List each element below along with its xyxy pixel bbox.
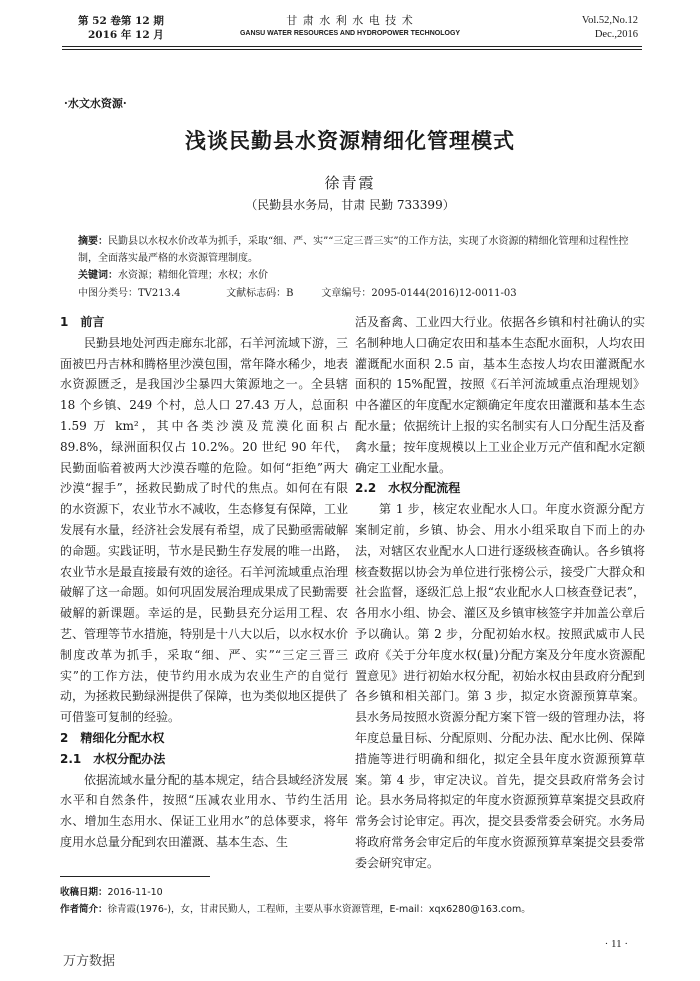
journal-name-cn: 甘 肃 水 利 水 电 技 术 (286, 14, 414, 27)
body-paragraph: 民勤县地处河西走廊东北部，石羊河流域下游，三面被巴丹吉林和腾格里沙漠包围，常年降水稀少，地表水资源匮乏，是我国沙尘暴四大策源地之一。全县辖 18 个乡镇、249 个村，总人口 27.43 万人，总面积 1.59 万 km²，其中各类沙漠及荒漠化面积占 89.8%，绿洲面积仅占 10.2%。20 世纪 90 年代，民勤面临着被两大沙漠吞噬的危险。如何“拒绝”两大沙漠“握手”，拯救民勤成了时代的焦点。如何在有限的水资源下，农业节水不减收，生态修复有保障，工业发展有水量，经济社会发展有希望，成了民勤亟需破解的命题。实践证明，节水是民勤生存发展的唯一出路，农业节水是最直接最有效的途径。石羊河流域重点治理破解了这一命题。如何巩固发展治理成果成了民勤需要破解的新课题。幸运的是，民勤县充分运用工程、农艺、管理等节水措施，特别是十八大以后，以水权水价制度改革为抓手，采取“细、严、实”“三定三晋三实”的工作方法，使节约用水成为农业生产的自觉行动，为拯救民勤绿洲提供了保障，也为类似地区提供了可借鉴可复制的经验。 (60, 335, 349, 725)
abstract (78, 233, 638, 284)
header-rule (62, 46, 642, 47)
right-column (355, 312, 645, 874)
author-bio-text: 徐青霞(1976-)，女，甘肃民勤人，工程师，主要从事水资源管理，E-mail：xqx6280@163.com。 (107, 904, 531, 915)
header-volume-en (582, 14, 638, 42)
subsection-heading: 2.2 水权分配流程 (355, 481, 461, 496)
body-paragraph: 依据流域水量分配的基本规定，结合县域经济发展水平和自然条件，按照“压减农业用水、节约生活用水、增加生态用水、保证工业用水”的总体要求，将年度用水总量分配到农田灌溉、基本生态、生 (60, 772, 349, 849)
received-date (60, 884, 531, 901)
abstract-text: 民勤县以水权水价改革为抓手，采取“细、严、实”“三定三晋三实”的工作方法，实现了水资源的精细化管理和过程性控制，全面落实最严格的水资源管理制度。 (78, 236, 629, 264)
date-en: Dec.,2016 (594, 29, 638, 40)
page-number: · 11 · (604, 938, 628, 950)
author-bio-label: 作者简介： (60, 904, 108, 915)
watermark: 万方数据 (63, 954, 116, 969)
footnote-rule (60, 876, 210, 877)
keywords-text: 水资源；精细化管理；水权；水价 (118, 270, 268, 281)
abstract-label: 摘要： (78, 236, 108, 247)
author-name: 徐青霞 (324, 174, 376, 192)
paper-title: 浅谈民勤县水资源精细化管理模式 (185, 128, 515, 153)
footnotes (60, 884, 531, 918)
header-journal (180, 14, 520, 40)
received-value: 2016-11-10 (107, 887, 163, 898)
section-heading: 1 前言 (60, 315, 105, 329)
keywords (78, 267, 638, 284)
keywords-label: 关键词： (78, 270, 118, 281)
header-volume-cn (78, 14, 164, 42)
header-rule-thin (62, 49, 642, 50)
subsection-heading: 2.1 水权分配办法 (60, 751, 166, 766)
article-number: 文章编号：2095-0144(2016)12-0011-03 (321, 288, 517, 299)
section-heading: 2 精细化分配水权 (60, 730, 165, 745)
author-bio (60, 901, 531, 918)
author-affiliation: （民勤县水务局，甘肃 民勤 733399） (245, 198, 455, 212)
received-label: 收稿日期： (60, 887, 108, 898)
clc-number: 中图分类号：TV213.4 (78, 288, 181, 299)
journal-name-en: GANSU WATER RESOURCES AND HYDROPOWER TECHNOLOGY (239, 30, 461, 37)
left-column (60, 312, 348, 853)
body-paragraph: 第 1 步，核定农业配水人口。年度水资源分配方案制定前，乡镇、协会、用水小组采取自下而上的办法，对辖区农业配水人口进行逐级核查确认。各乡镇将核查数据以协会为单位进行张榜公示，接受广大群众和社会监督，逐级汇总上报“农业配水人口核查登记表”，各用水小组、协会、灌区及乡镇审核签字并加盖公章后予以确认。第 2 步，分配初始水权。按照武威市人民政府《关于分年度水权(量)分配方案及分年度水资源配置意见》进行初始水权分配，初始水权由县政府分配到各乡镇和相关部门。第 3 步，拟定水资源预算草案。县水务局按照水资源分配方案下管一级的管理办法，将年度总量目标、分配原则、分配办法、配水比例、保障措施等进行明确和细化，拟定全县年度水资源预算草案。第 4 步，审定决议。首先，提交县政府常务会讨论。县水务局将拟定的年度水资源预算草案提交县政府常务会讨论审定。再次，提交县委常委会研究。水务局将政府常务会审定后的年度水资源预算草案提交县委常委会研究审定。 (355, 502, 645, 870)
date-cn: 2016 年 12 月 (88, 29, 164, 41)
body-paragraph: 活及畜禽、工业四大行业。依据各乡镇和村社确认的实名制种地人口确定农田和基本生态配水面积，人均农田灌溉配水面积 2.5 亩，基本生态按人均农田灌溉配水面积的 15%配置，按照《石羊河流域重点治理规划》中各灌区的年度配水定额确定年度农田灌溉和基本生态配水量；依据统计上报的实名制实有人口分配生活及畜禽水量；按年度规模以上工业企业万元产值和配水定额确定工业配水量。 (355, 315, 645, 475)
doc-code: 文献标志码：B (226, 288, 294, 299)
volume-en: Vol.52,No.12 (581, 15, 638, 26)
volume-cn: 第 52 卷第 12 期 (78, 15, 164, 27)
section-tag: ·水文水资源· (64, 97, 127, 110)
classification-row (78, 284, 517, 299)
